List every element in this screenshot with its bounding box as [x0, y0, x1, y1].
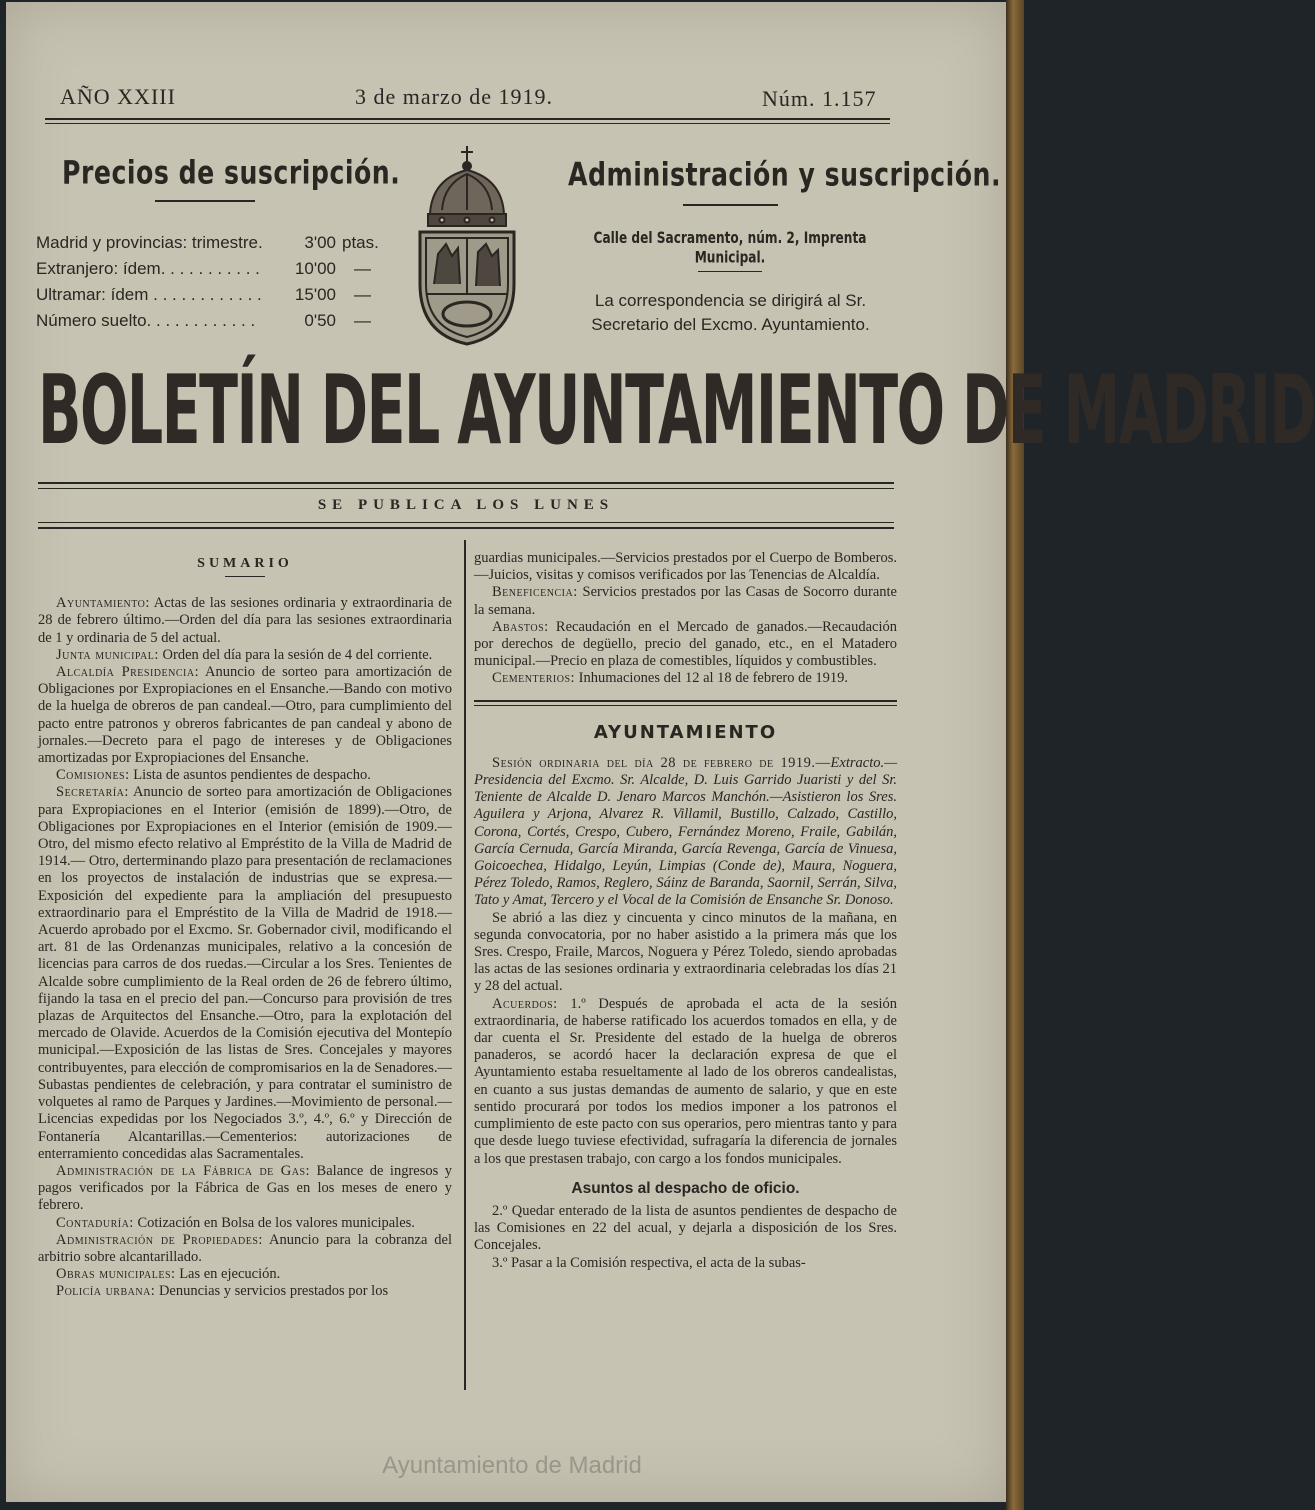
- price-list: [36, 230, 396, 334]
- column-divider: [464, 540, 466, 1390]
- ornamental-dash: [698, 266, 762, 272]
- agreements-paragraph: Acuerdos: 1.º Después de aprobada el acta de la sesión extraordinaria, de haberse ratificado los acuerdos tomados en ella, y de dar cuenta el Sr. Presidente del estado de la huelga de obreros panaderos, se acordó hacer la declaración expresa de que el Ayuntamiento estaba resueltamente al lado de los obreros candealistas, en cuanto a sus justas demandas de aumento de salario, y que en este sentido procurará por todos los medios imponer a los patronos el cumplimiento de este pacto con sus operarios, pero mientras tanto y para que desde luego tuviese efectividad, sufragaría la diferencia de jornales a los que prestasen trabajo, con cargo a los fondos municipales.: [474, 995, 897, 1167]
- archive-watermark: Ayuntamiento de Madrid: [382, 1452, 642, 1479]
- summary-entry: Obras municipales: Las en ejecución.: [56, 1266, 281, 1283]
- summary-entry: Junta municipal: Orden del día para la sesión de 4 del corriente.: [56, 646, 433, 663]
- summary-entry: Comisiones: Lista de asuntos pendientes de despacho.: [56, 767, 371, 784]
- publication-schedule: SE PUBLICA LOS LUNES: [317, 497, 615, 513]
- summary-heading-underline: [225, 576, 265, 577]
- price-row: Madrid y provincias: trimestre. 3'00 ptas.: [36, 233, 379, 252]
- summary-entry: Secretaría: Anuncio de sorteo para amortización de Obligaciones para Expropiaciones en el Interior (emisión de 1899).—Otro, de Obligaciones por Expropiaciones en el Interior (emisión de 1909.—Otro, del mismo efecto relativo al Empréstito de la Villa de Madrid de 1914.— Otro, derterminando plazo para presentación de reclamaciones en los proyectos de instalación de industrias que se expresa.—Exposición del expediente para la ampliación del presupuesto extraordinario para el Empréstito de la Villa de Madrid de 1918.—Acuerdo aprobado por el Excmo. Sr. Gobernador civil, modificando el art. 81 de las Ordenanzas municipales, relativo a la concesión de licencias para carros de dos ruedas.—Circular a los Sres. Tenientes de Alcalde sobre cumplimiento de la Real orden de 26 de febrero último, fijando la tasa en el precio del pan.—Concurso para provisión de tres plazas de Arquitectos del Ensanche.—Otro, para la explotación del mercado de Olavide. Acuerdos de la Comisión ejecutiva del Montepío municipal.—Exposición de las listas de Sres. Concejales y mayores contribuyentes, para elección de compromisarios en la de Senadores.—Subastas pendientes de celebración, y para contratar el suministro de volquetes al ramo de Parques y Jardines.—Movimiento de personal.—Licencias expedidas por los Negociados 3.º, 4.º, 6.º y Dirección de Fontanería Alcantarillas.—Cementerios: autorizaciones de enterramiento concedidas alas Sacramentales.: [38, 784, 452, 1162]
- summary-entry: Policía urbana: Denuncias y servicios prestados por los: [56, 1283, 389, 1300]
- administration-heading-underline: [683, 204, 778, 206]
- date-label: 3 de marzo de 1919.: [355, 84, 553, 109]
- newspaper-title: BOLETÍN DEL AYUNTAMIENTO DE MADRID: [38, 354, 1315, 466]
- subscription-heading-underline: [155, 200, 255, 202]
- summary-entry: Beneficencia: Servicios prestados por las Casas de Socorro durante la semana.: [474, 584, 897, 618]
- ayuntamiento-column: [474, 550, 897, 1272]
- summary-entry: Alcaldía Presidencia: Anuncio de sorteo para amortización de Obligaciones por Expropiaciones en el Ensanche.—Bando con motivo de la huelga de obreros de pan candeal.—Otro, para cumplimiento del pacto entre patronos y obreros fabricantes de pan candeal y abono de jornales.—Decreto para el pago de intereses y de Obligaciones amortizadas por Expropiaciones del Ensanche.: [38, 664, 452, 767]
- price-row: Extranjero: ídem. . . . . . . . . . . 10'00 —: [36, 259, 371, 278]
- office-item: 2.º Quedar enterado de la lista de asuntos pendientes de despacho de las Comisiones en 22 del acual, y dejarla a disposición de los Sres. Concejales.: [474, 1202, 897, 1254]
- summary-continuation: guardias municipales.—Servicios prestados por el Cuerpo de Bomberos.—Juicios, visitas y comisos verificados por las Tenencias de Alcaldía.: [474, 550, 897, 584]
- section-rule-top: [474, 700, 897, 702]
- subtitle-rule-bottom: [38, 527, 894, 529]
- ayuntamiento-heading: AYUNTAMIENTO: [593, 721, 778, 743]
- administration-heading: Administración y suscripción.: [568, 155, 1002, 194]
- summary-entry: Administración de Propiedades: Anuncio para la cobranza del arbitrio sobre alcantarillado.: [38, 1231, 452, 1265]
- summary-entry: Cementerios: Inhumaciones del 12 al 18 de febrero de 1919.: [492, 670, 849, 687]
- session-paragraph: Sesión ordinaria del día 28 de febrero de 1919.—Extracto.—Presidencia del Excmo. Sr. Alcalde, D. Luis Garrido Juaristi y del Sr. Teniente de Alcalde D. Jenaro Marcos Manchón.—Asistieron los Sres. Aguilera y Arjona, Alvarez R. Villamil, Bustillo, Calzado, Castillo, Corona, Cortés, Crespo, Cubero, Fernández Moreno, Fraile, Gabilán, García Cernuda, García Miranda, García Revenga, García de Vinuesa, Goicoechea, Hidalgo, Leyún, Limpias (Conde de), Maura, Noguera, Pérez Toledo, Ramos, Reglero, Sáinz de Baranda, Saornil, Serrán, Silva, Tato y Amat, Tercero y el Vocal de la Comisión de Ensanche Sr. Donoso.: [474, 754, 897, 909]
- issue-number: Núm. 1.157: [762, 86, 877, 111]
- masthead-rule-bottom: [45, 123, 890, 124]
- masthead-rule-top: [45, 118, 890, 120]
- summary-entry: Administración de la Fábrica de Gas: Balance de ingresos y pagos verificados por la Fábrica de Gas en los meses de enero y febrero.: [38, 1162, 452, 1214]
- summary-entry: Ayuntamiento: Actas de las sesiones ordinaria y extraordinaria de 28 de febrero último.—Orden del día para las sesiones extraordinaria de 1 y ordinaria de 5 del actual.: [38, 595, 452, 646]
- office-heading: Asuntos al despacho de oficio.: [571, 1179, 800, 1197]
- subscription-heading: Precios de suscripción.: [62, 153, 401, 192]
- section-rule-bottom: [474, 705, 897, 706]
- summary-column: [38, 555, 452, 1301]
- title-rule-top: [38, 482, 894, 484]
- year-label: AÑO XXIII: [60, 84, 176, 109]
- price-row: Número suelto. . . . . . . . . . . . 0'50 —: [36, 311, 371, 330]
- price-row: Ultramar: ídem . . . . . . . . . . . . 15'00 —: [36, 285, 371, 304]
- summary-entry: Contaduría: Cotización en Bolsa de los valores municipales.: [56, 1214, 415, 1231]
- summary-heading: SUMARIO: [197, 556, 293, 571]
- title-rule-inner: [38, 488, 894, 489]
- binding-edge: [1006, 0, 1024, 1510]
- office-item: 3.º Pasar a la Comisión respectiva, el acta de la subas-: [492, 1254, 806, 1271]
- summary-entry: Abastos: Recaudación en el Mercado de ganados.—Recaudación por derechos de degüello, precio del ganado, etc., en el Matadero municipal.—Precio en plaza de comestibles, líquidos y combustibles.: [474, 618, 897, 670]
- session-opening: Se abrió a las diez y cincuenta y cinco minutos de la mañana, en segunda convocatoria, por no haber asistido a la primera más que los Sres. Crespo, Fraile, Marcos, Noguera y Pérez Toledo, siendo aprobadas las actas de las sesiones ordinaria y extraordinaria celebradas los días 21 y 28 del actual.: [474, 909, 897, 995]
- correspondence-note: La correspondencia se dirigirá al Sr. Secretario del Excmo. Ayuntamiento.: [591, 291, 870, 334]
- subtitle-rule-top: [38, 522, 894, 523]
- administration-address: Calle del Sacramento, núm. 2, Imprenta Municipal.: [593, 228, 867, 268]
- madrid-coat-of-arms-icon: [412, 144, 522, 349]
